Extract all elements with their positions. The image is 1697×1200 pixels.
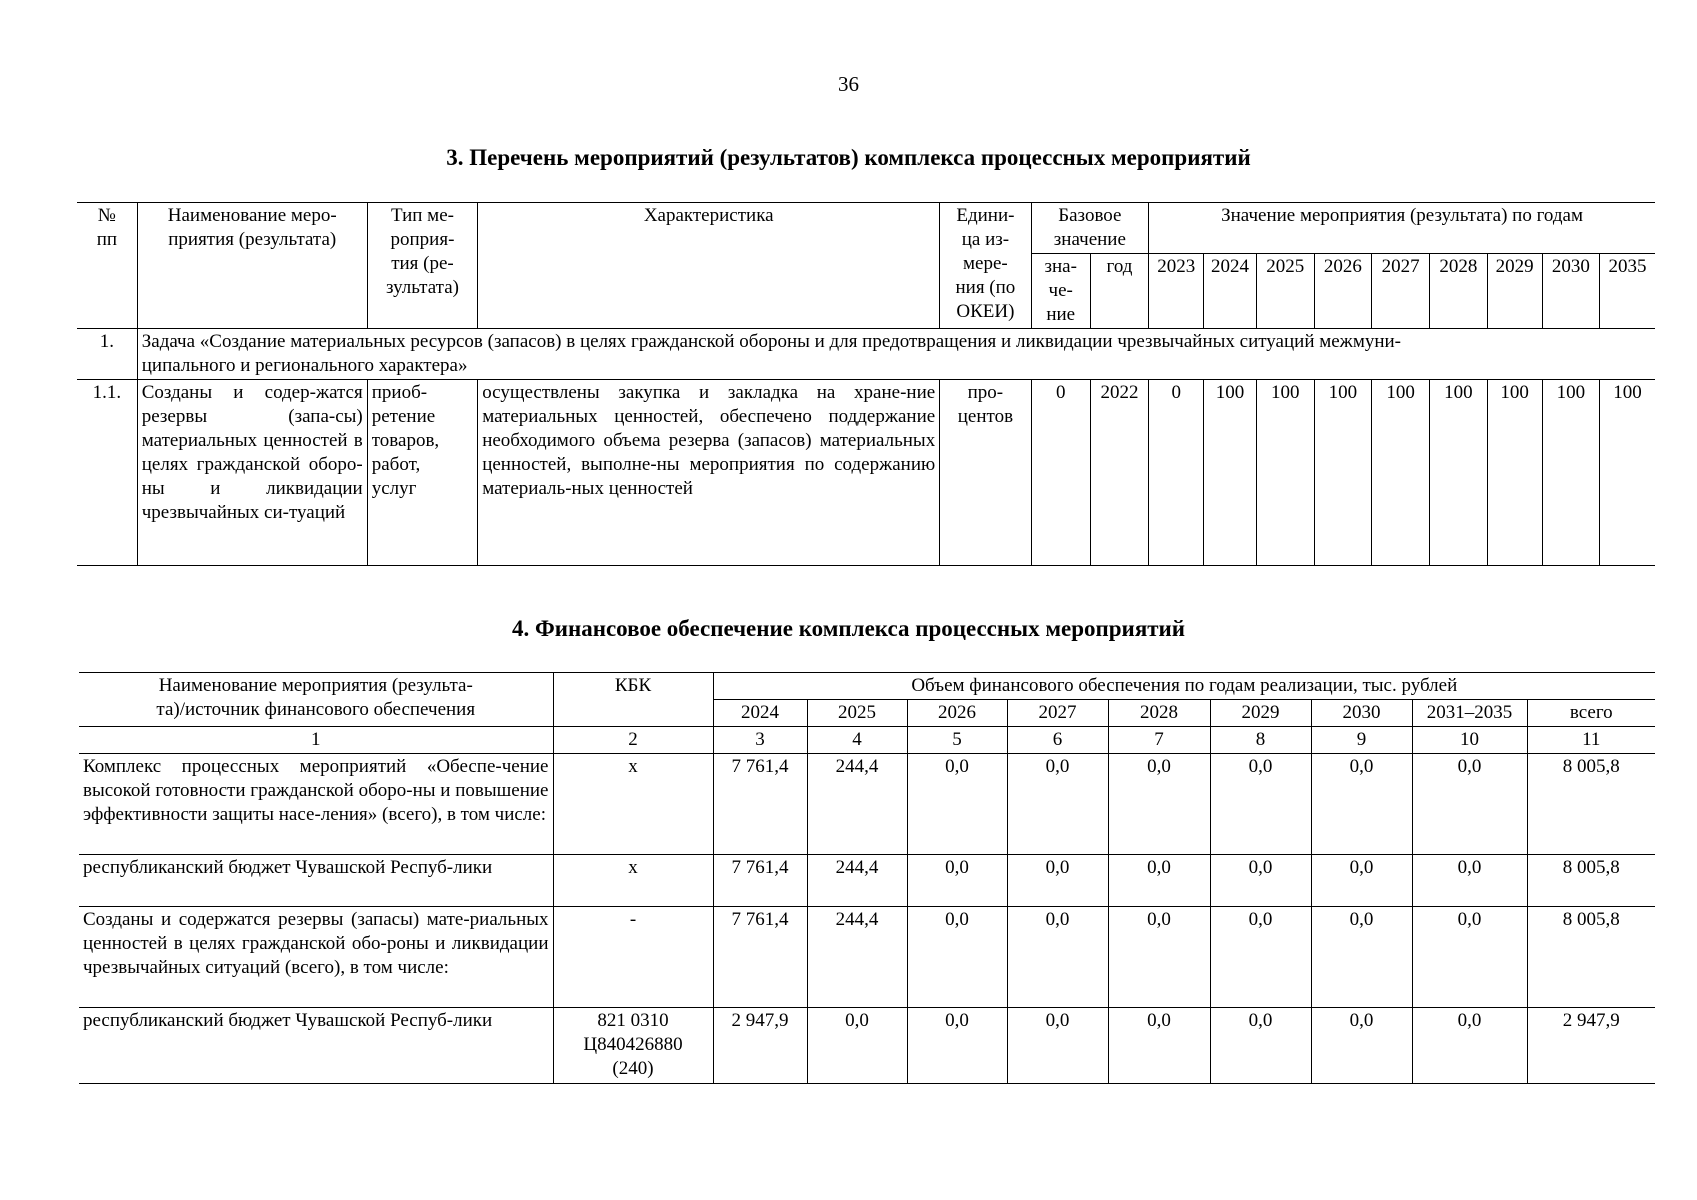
row-value: 0,0	[1210, 754, 1311, 855]
column-number: 9	[1311, 727, 1412, 754]
row-name: республиканский бюджет Чувашской Респуб-лики	[79, 1008, 553, 1084]
header-year: 2029	[1487, 254, 1542, 329]
column-number: 2	[553, 727, 713, 754]
header-unit: Едини- ца из- мере- ния (по ОКЕИ)	[940, 203, 1031, 329]
task-text: Задача «Создание материальных ресурсов (запасов) в целях гражданской обороны и для предотвращения и ликвидации чрезвычайных ситуаций межмуни- ципального и регионального характера»	[137, 329, 1655, 380]
header-year: 2027	[1007, 700, 1108, 727]
row-base-value: 0	[1031, 380, 1090, 566]
row-total: 2 947,9	[1527, 1008, 1655, 1084]
table-row	[79, 754, 1655, 855]
row-value: 0,0	[1210, 855, 1311, 907]
row-type: приоб- ретение товаров, работ, услуг	[367, 380, 477, 566]
row-value: 0,0	[1108, 754, 1210, 855]
row-total: 8 005,8	[1527, 907, 1655, 1008]
row-value: 0,0	[807, 1008, 907, 1084]
row-value: 0,0	[1007, 1008, 1108, 1084]
header-year: 2025	[807, 700, 907, 727]
header-year: 2027	[1372, 254, 1430, 329]
row-value: 0,0	[1412, 907, 1527, 1008]
column-number: 8	[1210, 727, 1311, 754]
column-number: 4	[807, 727, 907, 754]
row-value: 2 947,9	[713, 1008, 807, 1084]
header-year: 2030	[1542, 254, 1599, 329]
row-value: 0,0	[907, 907, 1007, 1008]
header-kbk: КБК	[553, 673, 713, 727]
row-value: 0,0	[1412, 754, 1527, 855]
header-year: 2023	[1149, 254, 1204, 329]
header-year: 2024	[1204, 254, 1256, 329]
row-value: 0,0	[1311, 754, 1412, 855]
row-name: Созданы и содержатся резервы (запасы) мате-риальных ценностей в целях гражданской обо-роны и ликвидации чрезвычайных ситуаций (всего), в том числе:	[79, 907, 553, 1008]
row-value: 100	[1314, 380, 1371, 566]
row-value: 7 761,4	[713, 855, 807, 907]
header-year: 2028	[1430, 254, 1487, 329]
row-value: 100	[1256, 380, 1314, 566]
row-value: 100	[1487, 380, 1542, 566]
row-value: 0,0	[1108, 855, 1210, 907]
row-value: 0,0	[907, 754, 1007, 855]
header-year: 2030	[1311, 700, 1412, 727]
row-kbk: 821 0310 Ц840426880 (240)	[553, 1008, 713, 1084]
row-total: 8 005,8	[1527, 855, 1655, 907]
header-base-value: зна- че- ние	[1031, 254, 1090, 329]
task-num: 1.	[77, 329, 137, 380]
header-year: 2025	[1256, 254, 1314, 329]
row-value: 100	[1204, 380, 1256, 566]
header-year: 2029	[1210, 700, 1311, 727]
column-number: 10	[1412, 727, 1527, 754]
header-values-by-year: Значение мероприятия (результата) по годам	[1149, 203, 1655, 254]
table-row	[79, 1008, 1655, 1084]
row-value: 0,0	[1007, 754, 1108, 855]
column-number: 6	[1007, 727, 1108, 754]
row-kbk: -	[553, 907, 713, 1008]
row-characteristic: осуществлены закупка и закладка на хране-ние материальных ценностей, обеспечено поддержание необходимого объема резерва (запасов) материальных ценностей, выполне-ны мероприятия по содержанию материаль-ных ценностей	[478, 380, 940, 566]
column-number: 7	[1108, 727, 1210, 754]
measures-table	[77, 202, 1655, 566]
header-year: 2024	[713, 700, 807, 727]
row-value: 0,0	[1210, 907, 1311, 1008]
row-value: 0,0	[1311, 907, 1412, 1008]
column-number: 1	[79, 727, 553, 754]
header-row	[77, 203, 1655, 254]
table-row	[79, 907, 1655, 1008]
row-value: 100	[1430, 380, 1487, 566]
header-year: 2031–2035	[1412, 700, 1527, 727]
financing-table	[79, 672, 1655, 1084]
column-number: 3	[713, 727, 807, 754]
header-type: Тип ме- роприя- тия (ре- зультата)	[367, 203, 477, 329]
row-value: 100	[1542, 380, 1599, 566]
row-base-year: 2022	[1090, 380, 1148, 566]
row-value: 7 761,4	[713, 907, 807, 1008]
row-value: 244,4	[807, 855, 907, 907]
row-value: 0,0	[1108, 1008, 1210, 1084]
table-row	[79, 855, 1655, 907]
header-total: всего	[1527, 700, 1655, 727]
header-year: 2026	[907, 700, 1007, 727]
row-value: 0,0	[1007, 907, 1108, 1008]
row-kbk: x	[553, 855, 713, 907]
section-4-title: 4. Финансовое обеспечение комплекса процессных мероприятий	[511, 616, 1186, 641]
row-value: 0	[1149, 380, 1204, 566]
column-number: 5	[907, 727, 1007, 754]
row-value: 0,0	[907, 1008, 1007, 1084]
row-value: 0,0	[1412, 1008, 1527, 1084]
row-value: 7 761,4	[713, 754, 807, 855]
row-value: 100	[1372, 380, 1430, 566]
page-number: 36	[838, 72, 859, 96]
column-numbers-row	[79, 727, 1655, 754]
header-characteristic: Характеристика	[478, 203, 940, 329]
header-name: Наименование мероприятия (результа- та)/источник финансового обеспечения	[79, 673, 553, 727]
header-num: № пп	[77, 203, 137, 329]
header-year: 2035	[1600, 254, 1656, 329]
header-row	[79, 673, 1655, 700]
row-value: 0,0	[1007, 855, 1108, 907]
header-year: 2028	[1108, 700, 1210, 727]
header-name: Наименование меро- приятия (результата)	[137, 203, 367, 329]
row-value: 100	[1600, 380, 1656, 566]
column-number: 11	[1527, 727, 1655, 754]
row-value: 0,0	[907, 855, 1007, 907]
row-name: Комплекс процессных мероприятий «Обеспе-чение высокой готовности гражданской оборо-ны и повышение эффективности защиты насе-ления» (всего), в том числе:	[79, 754, 553, 855]
row-name: республиканский бюджет Чувашской Респуб-лики	[79, 855, 553, 907]
row-value: 0,0	[1311, 855, 1412, 907]
header-year: 2026	[1314, 254, 1371, 329]
row-value: 0,0	[1311, 1008, 1412, 1084]
row-kbk: x	[553, 754, 713, 855]
header-volume: Объем финансового обеспечения по годам реализации, тыс. рублей	[713, 673, 1655, 700]
header-base-year: год	[1090, 254, 1148, 329]
header-base: Базовое значение	[1031, 203, 1149, 254]
row-value: 0,0	[1210, 1008, 1311, 1084]
row-unit: про- центов	[940, 380, 1031, 566]
row-total: 8 005,8	[1527, 754, 1655, 855]
row-value: 244,4	[807, 754, 907, 855]
table-row	[77, 380, 1655, 566]
row-name: Созданы и содер-жатся резервы (запа-сы) материальных ценностей в целях гражданской оборо-ны и ликвидации чрезвычайных си-туаций	[137, 380, 367, 566]
row-value: 0,0	[1412, 855, 1527, 907]
section-3-title: 3. Перечень мероприятий (результатов) комплекса процессных мероприятий	[446, 145, 1251, 170]
row-value: 244,4	[807, 907, 907, 1008]
task-row	[77, 329, 1655, 380]
row-value: 0,0	[1108, 907, 1210, 1008]
row-num: 1.1.	[77, 380, 137, 566]
